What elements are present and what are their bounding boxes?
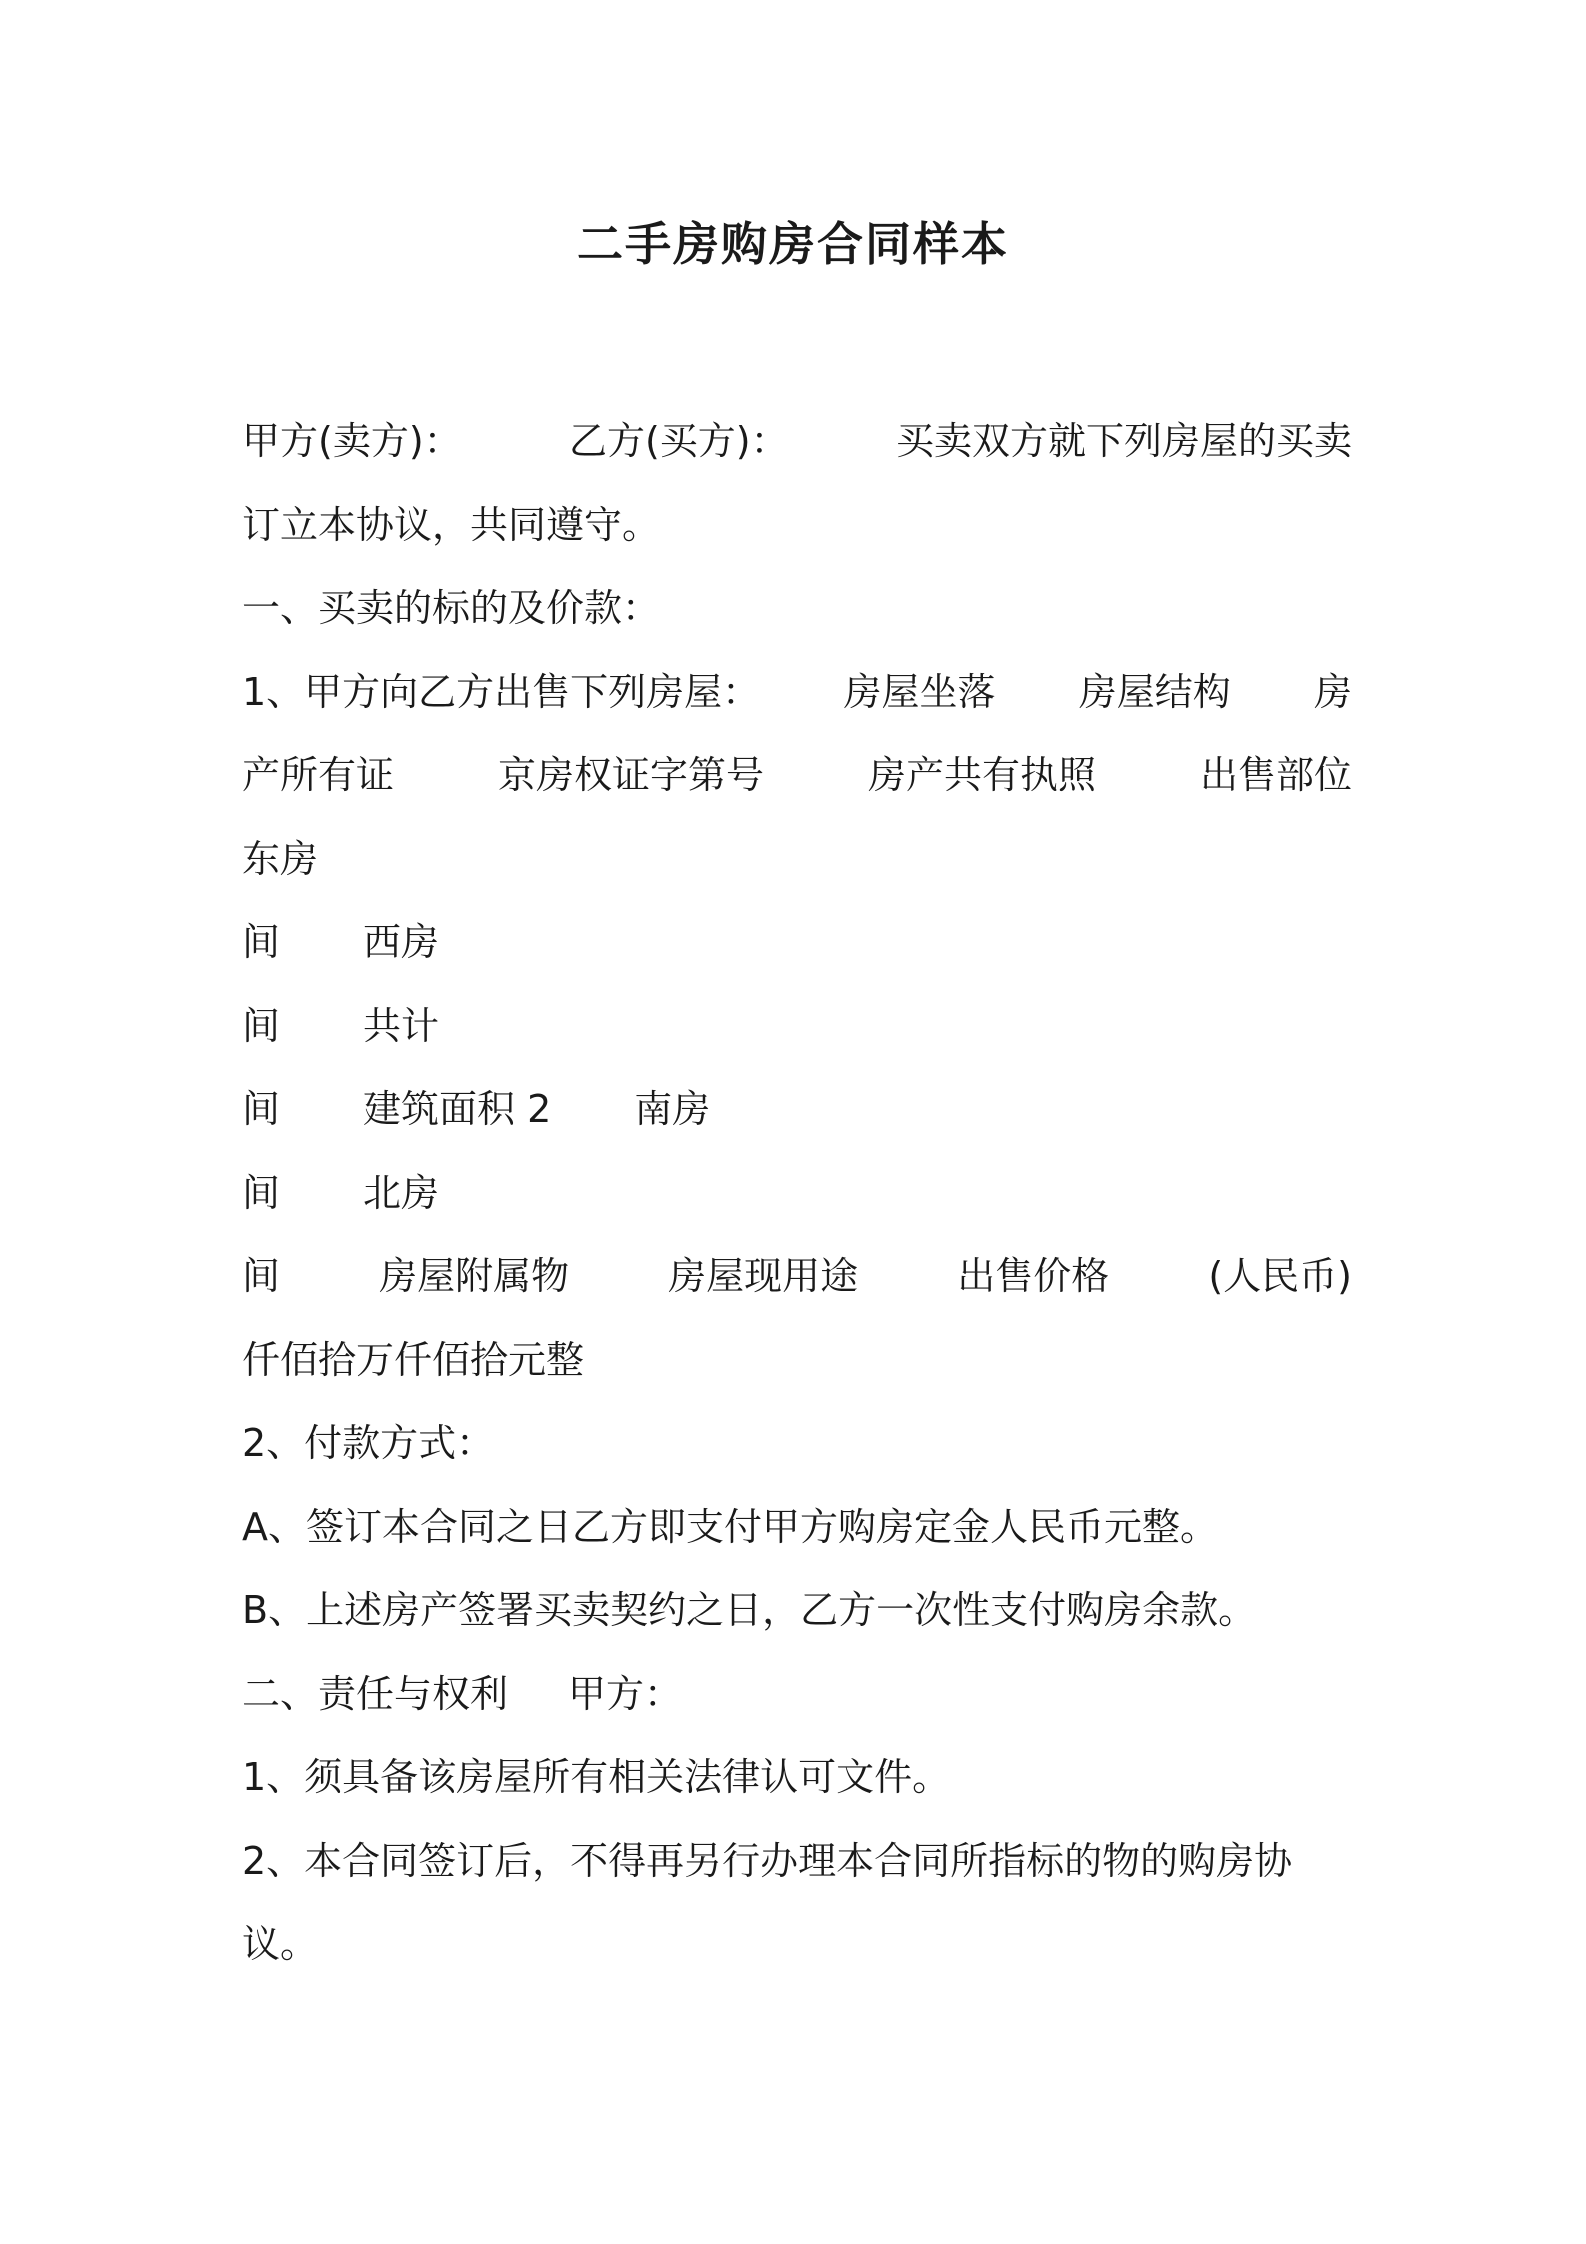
total-line	[242, 985, 1352, 1069]
section2-item2-end-line	[242, 1903, 1352, 1987]
item1-label: 1、甲方向乙方出售下列房屋：	[242, 669, 761, 714]
payment-heading	[242, 1402, 1352, 1486]
unit-jian: 间	[242, 1003, 281, 1048]
section1-heading	[242, 567, 1352, 651]
payment-a: A、签订本合同之日乙方即支付甲方购房定金人民币元整。	[242, 1504, 1218, 1549]
unit-jian: 间	[242, 1254, 281, 1298]
amount-line	[242, 1319, 1352, 1403]
unit-jian: 间	[242, 920, 281, 964]
field-co-ownership: 房产共有执照	[867, 753, 1096, 797]
intro-end: 订立本协议，共同遵守。	[242, 502, 661, 547]
section2-item1: 1、须具备该房屋所有相关法律认可文件。	[242, 1755, 951, 1799]
payment-a-line	[242, 1486, 1352, 1570]
intro-start: 买卖双方就下列房屋的买卖	[895, 419, 1352, 463]
document-title: 二手房购房合同样本	[577, 217, 1009, 271]
field-west-room: 西房	[363, 920, 440, 964]
party-b-label: 乙方(买方)：	[568, 419, 789, 463]
east-room-line	[242, 818, 1352, 902]
unit-jian: 间	[242, 1170, 281, 1215]
section1-heading-text: 一、买卖的标的及价款：	[242, 586, 661, 630]
section2-heading	[242, 1653, 1352, 1737]
item1-line-2	[242, 734, 1352, 818]
field-cert-part1: 房	[1313, 669, 1352, 714]
field-structure: 房屋结构	[1078, 669, 1231, 714]
field-currency: (人民币)	[1208, 1254, 1352, 1298]
field-attachments: 房屋附属物	[379, 1254, 570, 1298]
section2-heading-text: 二、责任与权利	[242, 1671, 509, 1716]
party-a-label: 甲方(卖方)：	[242, 419, 462, 463]
header-line	[242, 400, 1352, 484]
field-amount: 仟佰拾万仟佰拾元整	[242, 1337, 585, 1382]
payment-label: 2、付款方式：	[242, 1421, 495, 1465]
price-line	[242, 1235, 1352, 1319]
item1-line	[242, 651, 1352, 735]
field-east-room: 东房	[242, 836, 319, 881]
section2-party: 甲方：	[568, 1671, 683, 1716]
field-location: 房屋坐落	[843, 669, 996, 714]
section2-item2-end: 议。	[242, 1922, 319, 1966]
west-room-line	[242, 901, 1352, 985]
field-cert-number: 京房权证字第号	[497, 753, 764, 797]
intro-end-line	[242, 484, 1352, 568]
field-usage: 房屋现用途	[668, 1254, 859, 1298]
section2-item2-line	[242, 1820, 1352, 1904]
document-body	[242, 400, 1352, 1987]
field-total: 共计	[363, 1003, 440, 1048]
payment-b: B、上述房产签署买卖契约之日，乙方一次性支付购房余款。	[242, 1588, 1257, 1632]
area-line	[242, 1068, 1352, 1152]
field-south-room: 南房	[634, 1087, 711, 1131]
unit-jian: 间	[242, 1087, 281, 1131]
field-price: 出售价格	[957, 1254, 1110, 1298]
field-north-room: 北房	[363, 1170, 440, 1215]
section2-item1-line	[242, 1736, 1352, 1820]
north-room-line	[242, 1152, 1352, 1236]
field-cert-part2: 产所有证	[242, 753, 395, 797]
field-area: 建筑面积 2	[363, 1087, 552, 1131]
section2-item2-start: 2、本合同签订后，不得再另行办理本合同所指标的物的购房协	[242, 1838, 1293, 1883]
field-sale-part: 出售部位	[1199, 753, 1352, 797]
payment-b-line	[242, 1569, 1352, 1653]
